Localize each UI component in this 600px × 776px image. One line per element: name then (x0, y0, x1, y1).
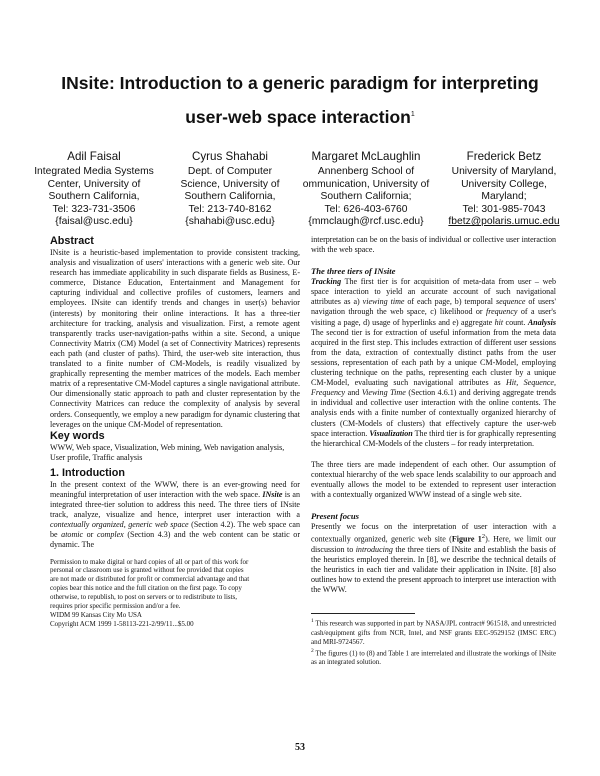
author-email-link[interactable]: fbetz@polaris.umuc.edu (448, 216, 560, 227)
author-email-link[interactable]: { shahabi@usc.edu } (185, 216, 275, 227)
three-tiers-heading: The three tiers of INsite (311, 266, 396, 277)
author-email-link[interactable]: { mmclaugh@rcf.usc.edu } (308, 216, 423, 227)
footnote-number: 2 (311, 647, 314, 654)
text-run: The first tier is for acquisition of meta-data from user – web space interaction to yield an accurate account of such navigational attributes as a) (311, 277, 556, 307)
present-focus-text (311, 522, 556, 595)
author-affiliation-line: University of Maryland, (451, 166, 557, 177)
footnote-mark: 2 (481, 533, 486, 541)
text-run-emphasis: INsite (262, 489, 283, 499)
footnote-divider (311, 613, 415, 614)
author-3 (292, 150, 440, 229)
author-phone: Tel: 213-740-8162 (188, 203, 272, 215)
text-run: count. (503, 317, 528, 327)
text-run: of each page, b) temporal (404, 297, 496, 307)
author-phone: Tel: 301-985-7043 (462, 203, 546, 215)
text-run: ). Here, we limit our discussion to (311, 534, 556, 555)
paper-title (40, 68, 560, 133)
author-affiliation-line: University College, (461, 178, 547, 190)
author-affiliation-line: Science, University of (180, 178, 280, 190)
text-run: Presently we focus on the interpretation of user interaction with a contextually organized, generic web site ( (311, 522, 556, 544)
text-run: is an integrated three-tier solution to address this need. The three tiers of INsite track, analyze, visualize and hence, interpret user interaction with a (50, 489, 300, 520)
text-run-emphasis: contextually organized, generic web space (50, 520, 189, 530)
text-run-emphasis: hit (494, 317, 504, 327)
present-focus-heading: Present focus (311, 511, 359, 522)
text-run: of a user's visiting a page, d) usage of hyperlinks and e) aggregate (311, 307, 556, 327)
analysis-label: Analysis (527, 317, 556, 327)
author-name: Cyrus Shahabi (191, 150, 269, 163)
figure-reference: Figure 1 (451, 534, 482, 544)
author-4 (436, 150, 572, 229)
abstract-heading: Abstract (50, 235, 94, 247)
text-run-emphasis: sequence (495, 297, 526, 307)
footnote-number: 1 (311, 618, 314, 625)
footnote-text: The figures (1) to (8) and Table 1 are interrelated and illustrate the workings of INsite as an integrated solution. (311, 649, 556, 667)
text-run-emphasis: frequency (486, 307, 518, 317)
text-run: (Section 4.2). The web space can be (50, 520, 301, 540)
text-run: The third tier is for graphically representing the hierarchical CM-Models of the clusters – for ready interpretation. (311, 428, 556, 448)
keywords-text: WWW, Web space, Visualization, Web mining, Web navigation analysis, User profile, Traffic analysis (50, 442, 285, 462)
text-run: of users' navigation through the web space, c) likelihood or (311, 297, 557, 317)
author-1 (26, 150, 162, 229)
permission-line: personal or classroom use is granted without fee provided that copies (50, 566, 244, 575)
text-run-emphasis: Viewing Time (361, 388, 406, 398)
author-affiliation-line: Maryland; (481, 191, 527, 202)
abstract-text: INsite is a heuristic-based implementation to provide consistent tracking, analysis and visualization of users' interactions with a generic web site. Our research has immediate applicability in such disparate fields as Business, E-commerce, Distance Education, Entertainment and Management for capturing individual and collective profiles of customers, learners and employees. INsite can identify trends and changes in user(s) behavior (interests) by monitoring their online interactions. It has a three-tier architecture for tracking, analysis and visualization. First, a remote agent transparently tracks user-navigation-paths within a site. Second, a unique Connectivity Matrix (CM) Model (a set of Connectivity Matrices) represents each path (and cluster of paths). Third, the user-web site interaction, thus translated to a finite number of CM-Models, is readily visualized by graphically representing the member matrices of the models. Each member matrix of a representative CM-Model captures a single navigational attribute. Our dimensionally static approach to path and cluster representation by the Connectivity Matrices can reduce the complexity of analysis by several orders. Consequently, we employ a new paradigm for dynamic clustering that leverages on the unique CM-Model of representation. (50, 248, 300, 429)
page-number: 53 (295, 742, 305, 753)
author-affiliation-line: Dept. of Computer (187, 166, 273, 177)
permission-notice (50, 558, 300, 629)
title-line-2 (40, 99, 560, 133)
text-run: and (345, 388, 362, 398)
author-2 (164, 150, 296, 229)
visualization-label: Visualization (369, 428, 413, 438)
footnote-text: This research was supported in part by NASA/JPL contract# 961518, and unrestricted cash/equipment gifts from NCR, Intel, and NSF grants EEC-9529152 (IMSC ERC) and MRI-9724567. (311, 619, 556, 646)
author-affiliation-line: Southern California, (48, 191, 140, 202)
introduction-heading: 1. Introduction (50, 466, 125, 479)
author-block (26, 150, 572, 246)
text-run: The second tier is for extraction of useful information from the meta data acquired in the first step. This includes extraction of different user sessions from the data, extraction of contextually distinct paths from the user sessions, representation of each path by a unique CM-Model, employing clustering technique on the paths, representing each cluster by a unique CM-Model, evaluating such navigational attributes as (311, 327, 556, 388)
author-phone: Tel: 323-731-3506 (52, 203, 136, 215)
author-name: Adil Faisal (67, 150, 121, 163)
permission-line: requires prior specific permission and/or a fee. (50, 602, 181, 611)
introduction-continued: interpretation can be on the basis of individual or collective user interaction with the web space. (311, 235, 556, 255)
text-run-emphasis: introducing (355, 545, 393, 555)
permission-line: Permission to make digital or hard copies of all or part of this work for (50, 557, 249, 566)
author-affiliation-line: ommunication, University of (302, 178, 430, 190)
author-affiliation-line: Annenberg School of (317, 166, 415, 177)
footnote-1 (311, 617, 556, 646)
text-run: In the present context of the WWW, there is an ever-growing need for meaningful interpretation of user interaction with the web space. (50, 479, 300, 499)
author-name: Margaret McLaughlin (311, 150, 421, 163)
text-run: (Section 4.3) and the web content can be static or dynamic. The (50, 530, 300, 550)
text-run: (Section 4.6.1) and deriving aggregate trends in individual and collective user interaction with the online contents. The analysis ends with a finite number of contextually organized hierarchy of clusters (CM-Models of clusters) that effectively capture the user-web space interaction. (311, 388, 556, 438)
author-affiliation-line: Southern California; (320, 191, 412, 202)
author-affiliation-line: Southern California, (184, 191, 276, 202)
author-affiliation-line: Integrated Media Systems (34, 166, 154, 177)
permission-line: Copyright ACM 1999 1-58113-221-2/99/11...$5.00 (50, 619, 194, 628)
permission-line: otherwise, to republish, to post on servers or to redistribute to lists, (50, 593, 238, 602)
text-run-emphasis: atomic (61, 530, 84, 540)
tracking-label: Tracking (311, 277, 342, 287)
right-column (311, 235, 556, 667)
footnote-2 (311, 647, 556, 667)
text-run-emphasis: Hit, Sequence, Frequency (311, 378, 556, 398)
text-run: the three tiers of INsite and establish the basis of the heuristics employed therein. In [8], we describe the technical details of the heuristics in each tier and validate their application in INsite. [8] also outlines how to extend the present approach to interpret use interaction with the WWW. (311, 545, 556, 595)
text-run-emphasis: complex (96, 530, 124, 540)
title-line-1: INsite: Introduction to a generic paradigm for interpreting (61, 73, 539, 93)
text-run: or (83, 530, 97, 540)
permission-line: are not made or distributed for profit or commercial advantage and that (50, 575, 250, 584)
title-line-2-text: user-web space interaction (185, 106, 411, 127)
author-email-link[interactable]: { faisal@usc.edu } (55, 216, 132, 227)
title-footnote-mark: 1 (410, 111, 415, 118)
introduction-text (50, 480, 300, 551)
three-tiers-text (311, 277, 556, 449)
permission-line: copies bear this notice and the full citation on the first page. To copy (50, 584, 242, 593)
left-column (50, 235, 300, 629)
author-phone: Tel: 626-403-6760 (324, 203, 408, 215)
tiers-independence-text: The three tiers are made independent of each other. Our assumption of contextual hierarchy of the web space lends scalability to our approach and eventually allows the model to be extended to represent user interaction with a contextually organized WWW instead of a single web site. (311, 459, 556, 500)
keywords-heading: Key words (50, 429, 105, 442)
permission-line: WIDM 99 Kansas City Mo USA (50, 610, 142, 619)
author-affiliation-line: Center, University of (47, 178, 141, 190)
author-name: Frederick Betz (466, 150, 542, 163)
text-run-emphasis: viewing time (362, 297, 405, 307)
